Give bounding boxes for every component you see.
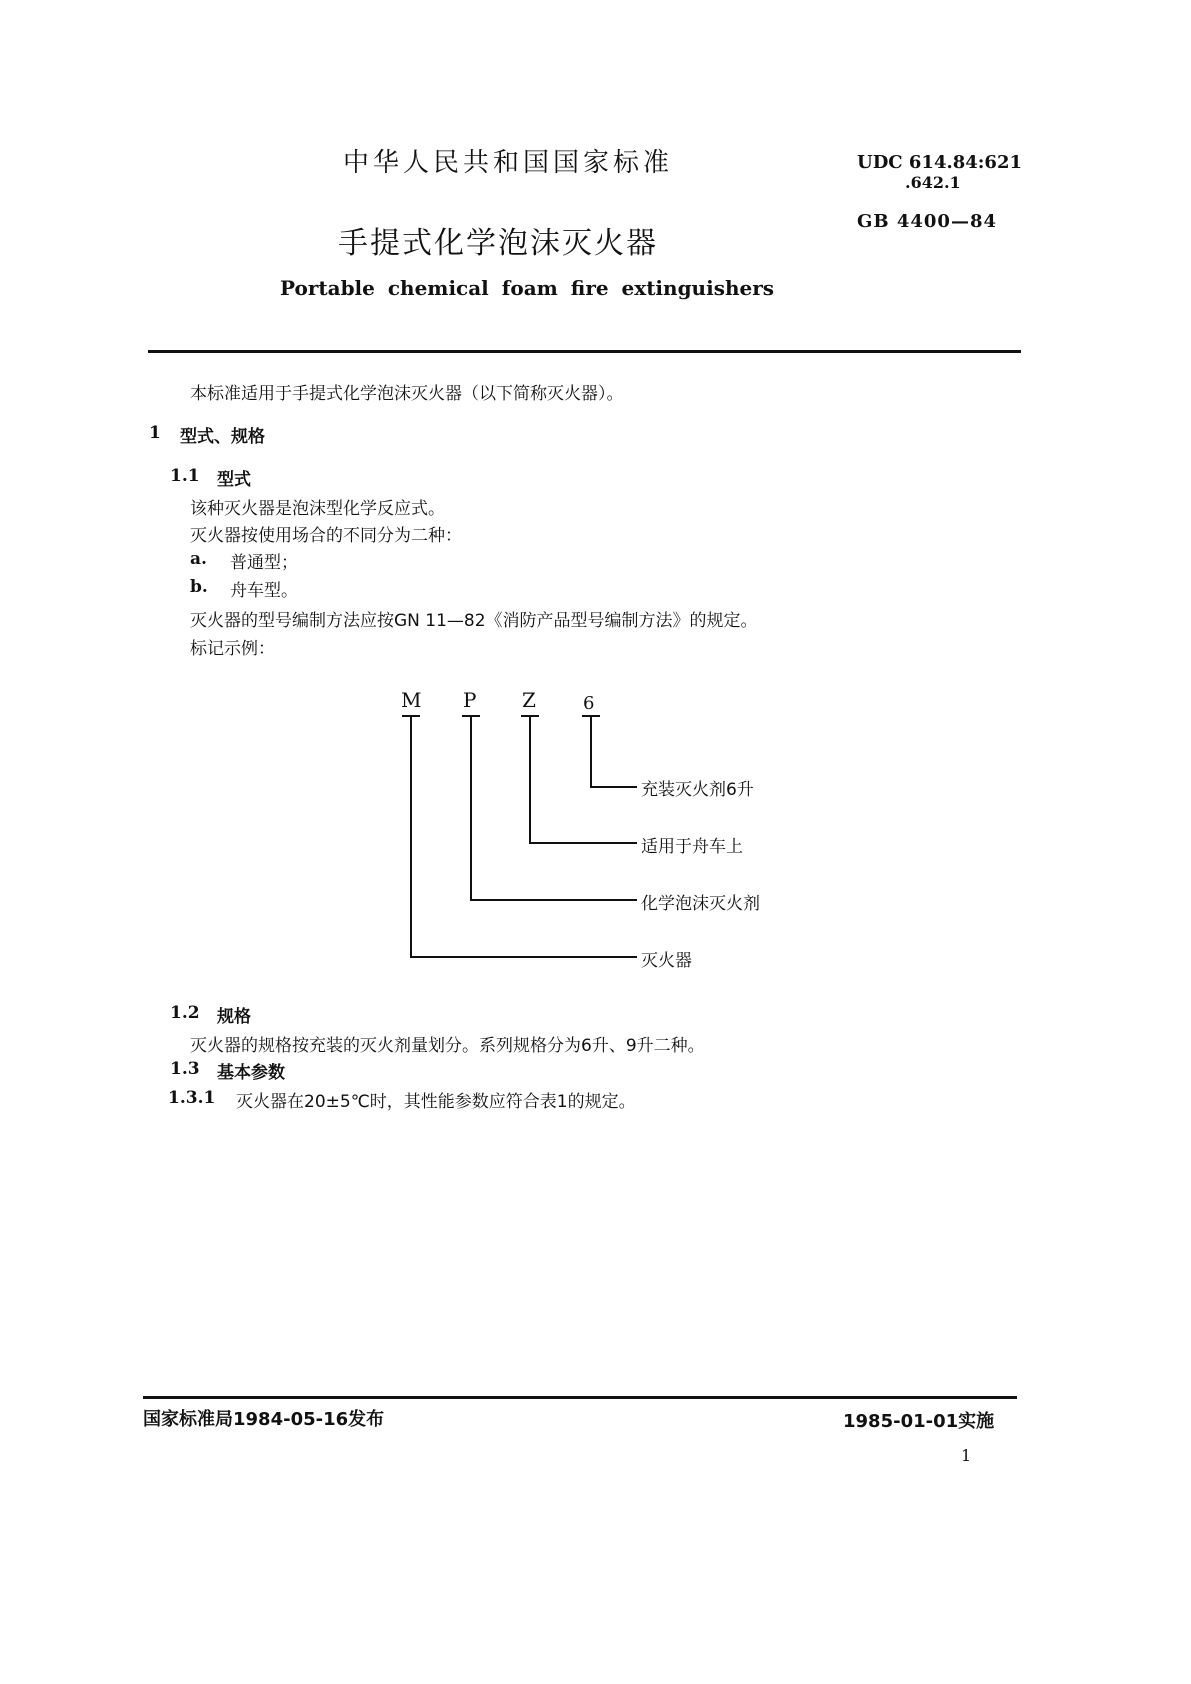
diagram-connector xyxy=(529,715,531,843)
section-1-number: 1 xyxy=(149,423,161,443)
diagram-digit-6: 6 xyxy=(583,693,595,714)
paragraph: 灭火器的型号编制方法应按GN 11—82《消防产品型号编制方法》的规定。 xyxy=(190,611,758,631)
diagram-letter-z: Z xyxy=(522,688,536,712)
paragraph: 灭火器按使用场合的不同分为二种： xyxy=(190,526,462,546)
org-title: 中华人民共和国国家标准 xyxy=(343,148,674,178)
scope-paragraph: 本标准适用于手提式化学泡沫灭火器（以下简称灭火器）。 xyxy=(190,384,624,404)
list-item-b: 舟车型。 xyxy=(230,581,298,601)
diagram-connector xyxy=(590,786,637,788)
list-item-a: 普通型； xyxy=(230,553,298,573)
paragraph: 标记示例： xyxy=(190,639,275,659)
section-1-title: 型式、规格 xyxy=(180,427,265,447)
paragraph: 灭火器在20±5℃时，其性能参数应符合表1的规定。 xyxy=(236,1092,636,1112)
section-1-2-title: 规格 xyxy=(217,1007,251,1027)
diagram-connector xyxy=(470,899,637,901)
diagram-letter-m: M xyxy=(401,688,422,712)
gb-number: GB 4400—84 xyxy=(857,211,997,232)
section-1-2-number: 1.2 xyxy=(170,1003,200,1023)
section-1-3-1-number: 1.3.1 xyxy=(168,1088,216,1108)
diagram-connector xyxy=(590,715,592,787)
section-1-3-title: 基本参数 xyxy=(217,1063,285,1083)
section-1-3-number: 1.3 xyxy=(170,1059,200,1079)
paragraph: 灭火器的规格按充装的灭火剂量划分。系列规格分为6升、9升二种。 xyxy=(190,1036,705,1056)
diagram-connector xyxy=(410,956,637,958)
diagram-label: 灭火器 xyxy=(641,951,692,971)
diagram-label: 适用于舟车上 xyxy=(641,837,743,857)
diagram-connector xyxy=(529,842,637,844)
section-1-1-title: 型式 xyxy=(217,470,251,490)
header-rule xyxy=(148,350,1021,353)
list-label-b: b. xyxy=(190,577,208,597)
issue-date: 国家标准局1984-05-16发布 xyxy=(143,1409,385,1430)
paragraph: 该种灭火器是泡沫型化学反应式。 xyxy=(190,499,445,519)
diagram-letter-p: P xyxy=(463,688,477,712)
udc-line1: UDC 614.84:621 xyxy=(857,152,1023,173)
section-1-1-number: 1.1 xyxy=(170,466,200,486)
diagram-label: 充装灭火剂6升 xyxy=(641,780,754,800)
title-en: Portable chemical foam fire extinguishers xyxy=(280,276,775,300)
page-number: 1 xyxy=(961,1446,972,1465)
title-zh: 手提式化学泡沫灭火器 xyxy=(338,226,658,261)
list-label-a: a. xyxy=(190,549,207,569)
footer-rule xyxy=(143,1396,1017,1399)
udc-line2: .642.1 xyxy=(905,173,961,192)
diagram-label: 化学泡沫灭火剂 xyxy=(641,894,760,914)
diagram-connector xyxy=(470,715,472,900)
effective-date: 1985-01-01实施 xyxy=(843,1411,995,1432)
diagram-connector xyxy=(410,715,412,957)
